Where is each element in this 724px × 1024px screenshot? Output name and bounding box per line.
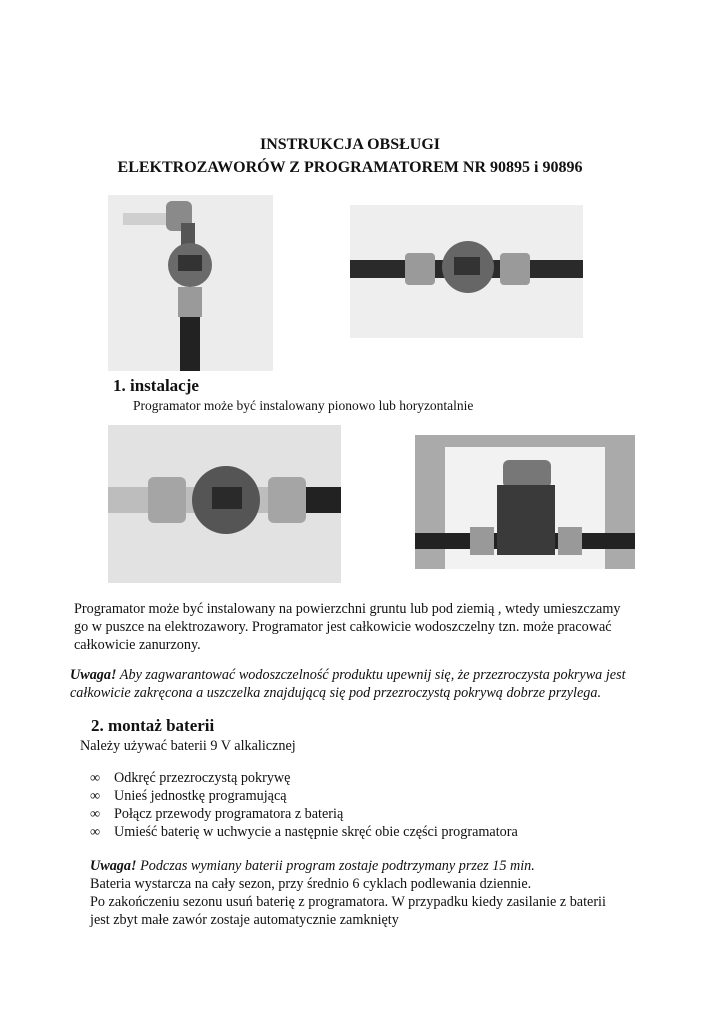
photo-horizontal-closeup <box>108 425 341 583</box>
note-line: Po zakończeniu sezonu usuń baterię z programatora. W przypadku kiedy zasilanie z baterii <box>90 894 606 910</box>
note-line: Bateria wystarcza na cały sezon, przy średnio 6 cyklach podlewania dziennie. <box>90 876 532 892</box>
section-1-heading: 1. instalacje <box>113 376 199 395</box>
section-1-caption: Programator może być instalowany pionowo lub horyzontalnie <box>133 398 474 413</box>
section-2-heading: 2. montaż baterii <box>91 716 215 735</box>
bullet-icon: ∞ <box>90 770 101 786</box>
list-item <box>90 788 287 805</box>
bullet-icon: ∞ <box>90 824 101 840</box>
bullet-icon: ∞ <box>90 788 101 804</box>
list-item-text: Unieś jednostkę programującą <box>114 788 287 804</box>
section-2-intro: Należy używać baterii 9 V alkalicznej <box>80 738 296 754</box>
list-item <box>90 806 343 823</box>
paragraph-line: go w puszce na elektrozawory. Programator jest całkowicie wodoszczelny tzn. może pracować <box>74 619 612 635</box>
title-line-2: ELEKTROZAWORÓW Z PROGRAMATOREM NR 90895 i 90896 <box>117 159 583 176</box>
note-line: jest zbyt małe zawór zostaje automatycznie zamknięty <box>90 912 399 928</box>
paragraph-line: całkowicie zanurzony. <box>74 637 201 653</box>
note-label: Uwaga! <box>70 667 117 683</box>
list-item-text: Połącz przewody programatora z baterią <box>114 806 344 822</box>
note-text: całkowicie zakręcona a uszczelka znajdującą się pod przezroczystą pokrywą dobrze przylega. <box>70 685 602 701</box>
photo-vertical-install <box>108 195 273 371</box>
list-item-text: Odkręć przezroczystą pokrywę <box>114 770 291 786</box>
photo-valve-box <box>415 435 635 569</box>
list-item <box>90 824 518 841</box>
note-text: Podczas wymiany baterii program zostaje podtrzymany przez 15 min. <box>136 858 535 874</box>
note-text: Aby zagwarantować wodoszczelność produktu upewnij się, że przezroczysta pokrywa jest <box>116 667 626 683</box>
list-item <box>90 770 290 787</box>
title-line-1: INSTRUKCJA OBSŁUGI <box>259 136 441 153</box>
list-item-text: Umieść baterię w uchwycie a następnie skręć obie części programatora <box>114 824 518 840</box>
note-label: Uwaga! <box>90 858 137 874</box>
photo-horizontal-install <box>350 205 583 338</box>
paragraph-line: Programator może być instalowany na powierzchni gruntu lub pod ziemią , wtedy umieszczamy <box>74 601 621 617</box>
bullet-icon: ∞ <box>90 806 101 822</box>
